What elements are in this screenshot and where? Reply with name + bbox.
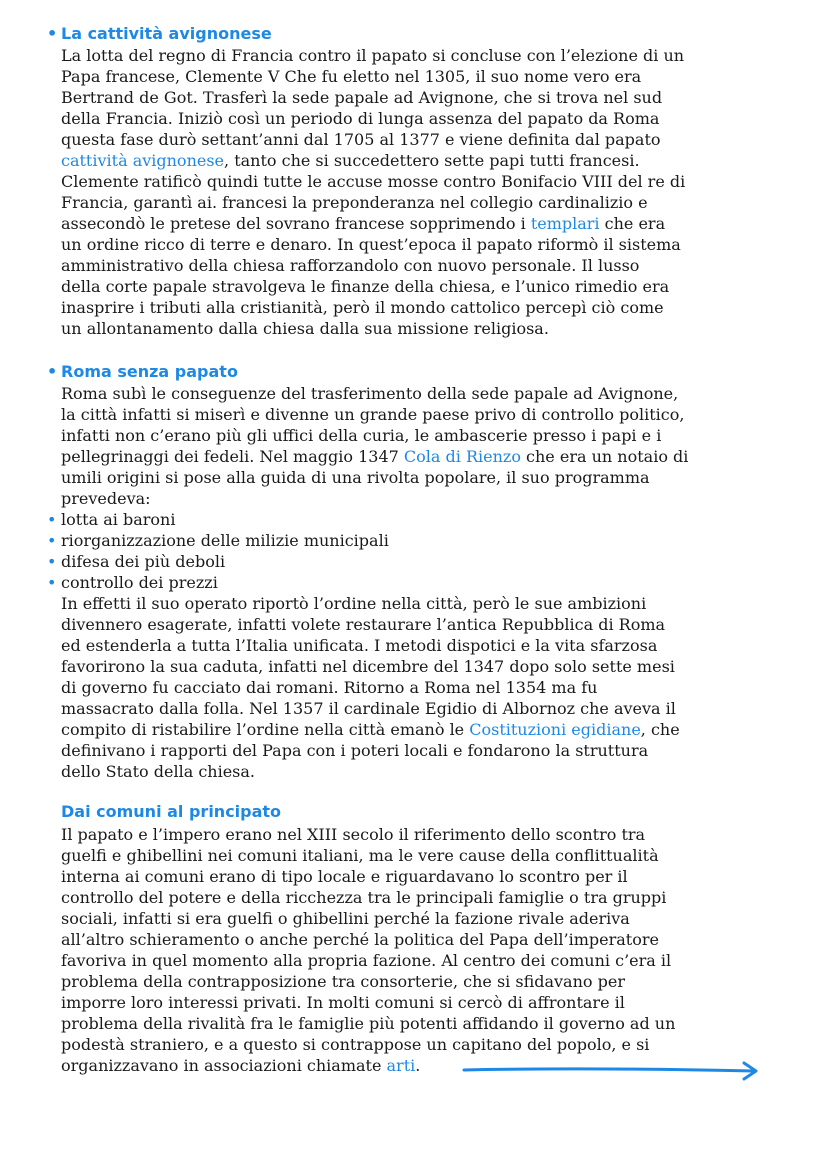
text-run: massacrato dalla folla. Nel 1357 il cardinale Egidio di Albornoz che aveva il <box>61 699 676 718</box>
text-run: sociali, infatti si era guelfi o ghibellini perché la fazione rivale aderiva <box>61 909 630 928</box>
text-line <box>61 150 761 171</box>
text-line <box>61 1034 761 1055</box>
text-run: In effetti il suo operato riportò l’ordine nella città, però le sue ambizioni <box>61 594 647 613</box>
text-run: guelfi e ghibellini nei comuni italiani, ma le vere cause della conflittualità <box>61 846 659 865</box>
text-run: della Francia. Iniziò così un periodo di lunga assenza del papato da Roma <box>61 109 660 128</box>
text-run: imporre loro interessi privati. In molti comuni si cercò di affrontare il <box>61 993 625 1012</box>
text-line <box>61 446 761 467</box>
bullet-dot-icon: • <box>47 573 57 592</box>
text-line <box>61 614 761 635</box>
text-run: organizzavano in associazioni chiamate <box>61 1056 387 1075</box>
text-run: La lotta del regno di Francia contro il papato si concluse con l’elezione di un <box>61 46 685 65</box>
heading-text: Dai comuni al principato <box>61 802 282 821</box>
text-run: problema della contrapposizione tra consorterie, che si sfidavano per <box>61 972 625 991</box>
text-run: Roma subì le conseguenze del trasferimento della sede papale ad Avignone, <box>61 384 679 403</box>
section-heading-roma <box>47 362 238 382</box>
text-run: un ordine ricco di terre e denaro. In quest’epoca il papato riformò il sistema <box>61 235 681 254</box>
section-heading-comuni <box>61 802 281 822</box>
bullet-dot-icon: • <box>47 552 57 571</box>
text-run: Il papato e l’impero erano nel XIII secolo il riferimento dello scontro tra <box>61 825 646 844</box>
text-line <box>61 318 761 339</box>
text-run: amministrativo della chiesa rafforzandolo con nuovo personale. Il lusso <box>61 256 640 275</box>
text-line <box>61 213 761 234</box>
text-run: umili origini si pose alla guida di una rivolta popolare, il suo programma <box>61 468 650 487</box>
text-line <box>61 192 761 213</box>
bullet-dot-icon: • <box>47 24 58 43</box>
text-run: che era <box>599 214 666 233</box>
text-run: Papa francese, Clemente V Che fu eletto nel 1305, il suo nome vero era <box>61 67 642 86</box>
text-line <box>61 66 761 87</box>
text-run: , tanto che si succedettero sette papi tutti francesi. <box>224 151 640 170</box>
highlighted-term: arti <box>386 1056 416 1075</box>
text-run: un allontanamento dalla chiesa dalla sua missione religiosa. <box>61 319 549 338</box>
text-line <box>61 87 761 108</box>
text-run: Bertrand de Got. Trasferì la sede papale ad Avignone, che si trova nel sud <box>61 88 663 107</box>
text-line <box>61 971 761 992</box>
text-line <box>61 719 761 740</box>
list-item: • riorganizzazione delle milizie municipali <box>47 531 389 550</box>
text-line <box>61 656 761 677</box>
text-line <box>61 929 761 950</box>
bullet-dot-icon: • <box>47 531 57 550</box>
text-line <box>61 887 761 908</box>
text-line <box>61 698 761 719</box>
text-run: dello Stato della chiesa. <box>61 762 255 781</box>
heading-text: Roma senza papato <box>61 362 238 381</box>
text-line <box>61 824 761 845</box>
text-line <box>61 635 761 656</box>
text-line <box>61 276 761 297</box>
text-line <box>61 740 761 761</box>
text-run: favorirono la sua caduta, infatti nel dicembre del 1347 dopo solo sette mesi <box>61 657 675 676</box>
text-line <box>61 425 761 446</box>
text-line <box>61 593 761 614</box>
paragraph-comuni <box>61 824 761 1076</box>
text-run: questa fase durò settant’anni dal 1705 al 1377 e viene definita dal papato <box>61 130 661 149</box>
heading-text: La cattività avignonese <box>61 24 272 43</box>
text-line <box>61 908 761 929</box>
text-run: che era un notaio di <box>520 447 689 466</box>
text-run: di governo fu cacciato dai romani. Ritorno a Roma nel 1354 ma fu <box>61 678 598 697</box>
highlighted-term: templari <box>530 214 600 233</box>
text-run: problema della rivalità fra le famiglie più potenti affidando il governo ad un <box>61 1014 676 1033</box>
text-line <box>61 383 761 404</box>
bullet-dot-icon: • <box>47 362 58 381</box>
text-run: favoriva in quel momento alla propria fazione. Al centro dei comuni c’era il <box>61 951 672 970</box>
text-run: divennero esagerate, infatti volete restaurare l’antica Repubblica di Roma <box>61 615 666 634</box>
text-run: inasprire i tributi alla cristianità, però il mondo cattolico percepì ciò come <box>61 298 664 317</box>
list-item: • difesa dei più deboli <box>47 552 226 571</box>
paragraph-roma <box>61 383 761 509</box>
text-line <box>61 1013 761 1034</box>
text-line <box>61 404 761 425</box>
text-line <box>61 129 761 150</box>
text-run: prevedeva: <box>61 489 151 508</box>
text-run: Clemente ratificò quindi tutte le accuse mosse contro Bonifacio VIII del re di <box>61 172 686 191</box>
text-run: pellegrinaggi dei fedeli. Nel maggio 1347 <box>61 447 404 466</box>
text-run: ed estenderla a tutta l’Italia unificata. I metodi dispotici e la vita sfarzosa <box>61 636 658 655</box>
text-line <box>61 992 761 1013</box>
text-line <box>61 255 761 276</box>
text-run: controllo del potere e della ricchezza tra le principali famiglie o tra gruppi <box>61 888 667 907</box>
text-line <box>61 467 761 488</box>
highlighted-term: Cola di Rienzo <box>403 447 521 466</box>
text-line <box>61 234 761 255</box>
paragraph-cattivita <box>61 45 761 339</box>
text-run: la città infatti si miserì e divenne un grande paese privo di controllo politico, <box>61 405 685 424</box>
text-run: definivano i rapporti del Papa con i poteri locali e fondarono la struttura <box>61 741 649 760</box>
highlighted-term: Costituzioni egidiane <box>469 720 641 739</box>
text-run: podestà straniero, e a questo si contrappose un capitano del popolo, e si <box>61 1035 650 1054</box>
text-run: Francia, garantì ai. francesi la preponderanza nel collegio cardinalizio e <box>61 193 648 212</box>
arrow-right-icon[interactable] <box>462 1060 762 1082</box>
paragraph-roma-continued <box>61 593 761 782</box>
highlighted-term: cattività avignonese <box>61 151 225 170</box>
text-run: interna ai comuni erano di tipo locale e riguardavano lo scontro per il <box>61 867 628 886</box>
section-heading-cattivita <box>47 24 272 44</box>
text-line <box>61 866 761 887</box>
text-line <box>61 677 761 698</box>
text-run: all’altro schieramento o anche perché la politica del Papa dell’imperatore <box>61 930 659 949</box>
text-run: . <box>415 1056 421 1075</box>
list-item: • controllo dei prezzi <box>47 573 218 592</box>
text-line <box>61 171 761 192</box>
text-run: assecondò le pretese del sovrano francese sopprimendo i <box>61 214 531 233</box>
text-line <box>61 488 761 509</box>
bullet-dot-icon: • <box>47 510 57 529</box>
text-run: compito di ristabilire l’ordine nella città emanò le <box>61 720 470 739</box>
text-line <box>61 108 761 129</box>
text-run: infatti non c’erano più gli uffici della curia, le ambascerie presso i papi e i <box>61 426 662 445</box>
text-line <box>61 950 761 971</box>
list-item: • lotta ai baroni <box>47 510 176 529</box>
text-line <box>61 45 761 66</box>
text-line <box>61 297 761 318</box>
text-line <box>61 761 761 782</box>
text-run: , che <box>640 720 680 739</box>
text-run: della corte papale stravolgeva le finanze della chiesa, e l’unico rimedio era <box>61 277 670 296</box>
text-line <box>61 845 761 866</box>
